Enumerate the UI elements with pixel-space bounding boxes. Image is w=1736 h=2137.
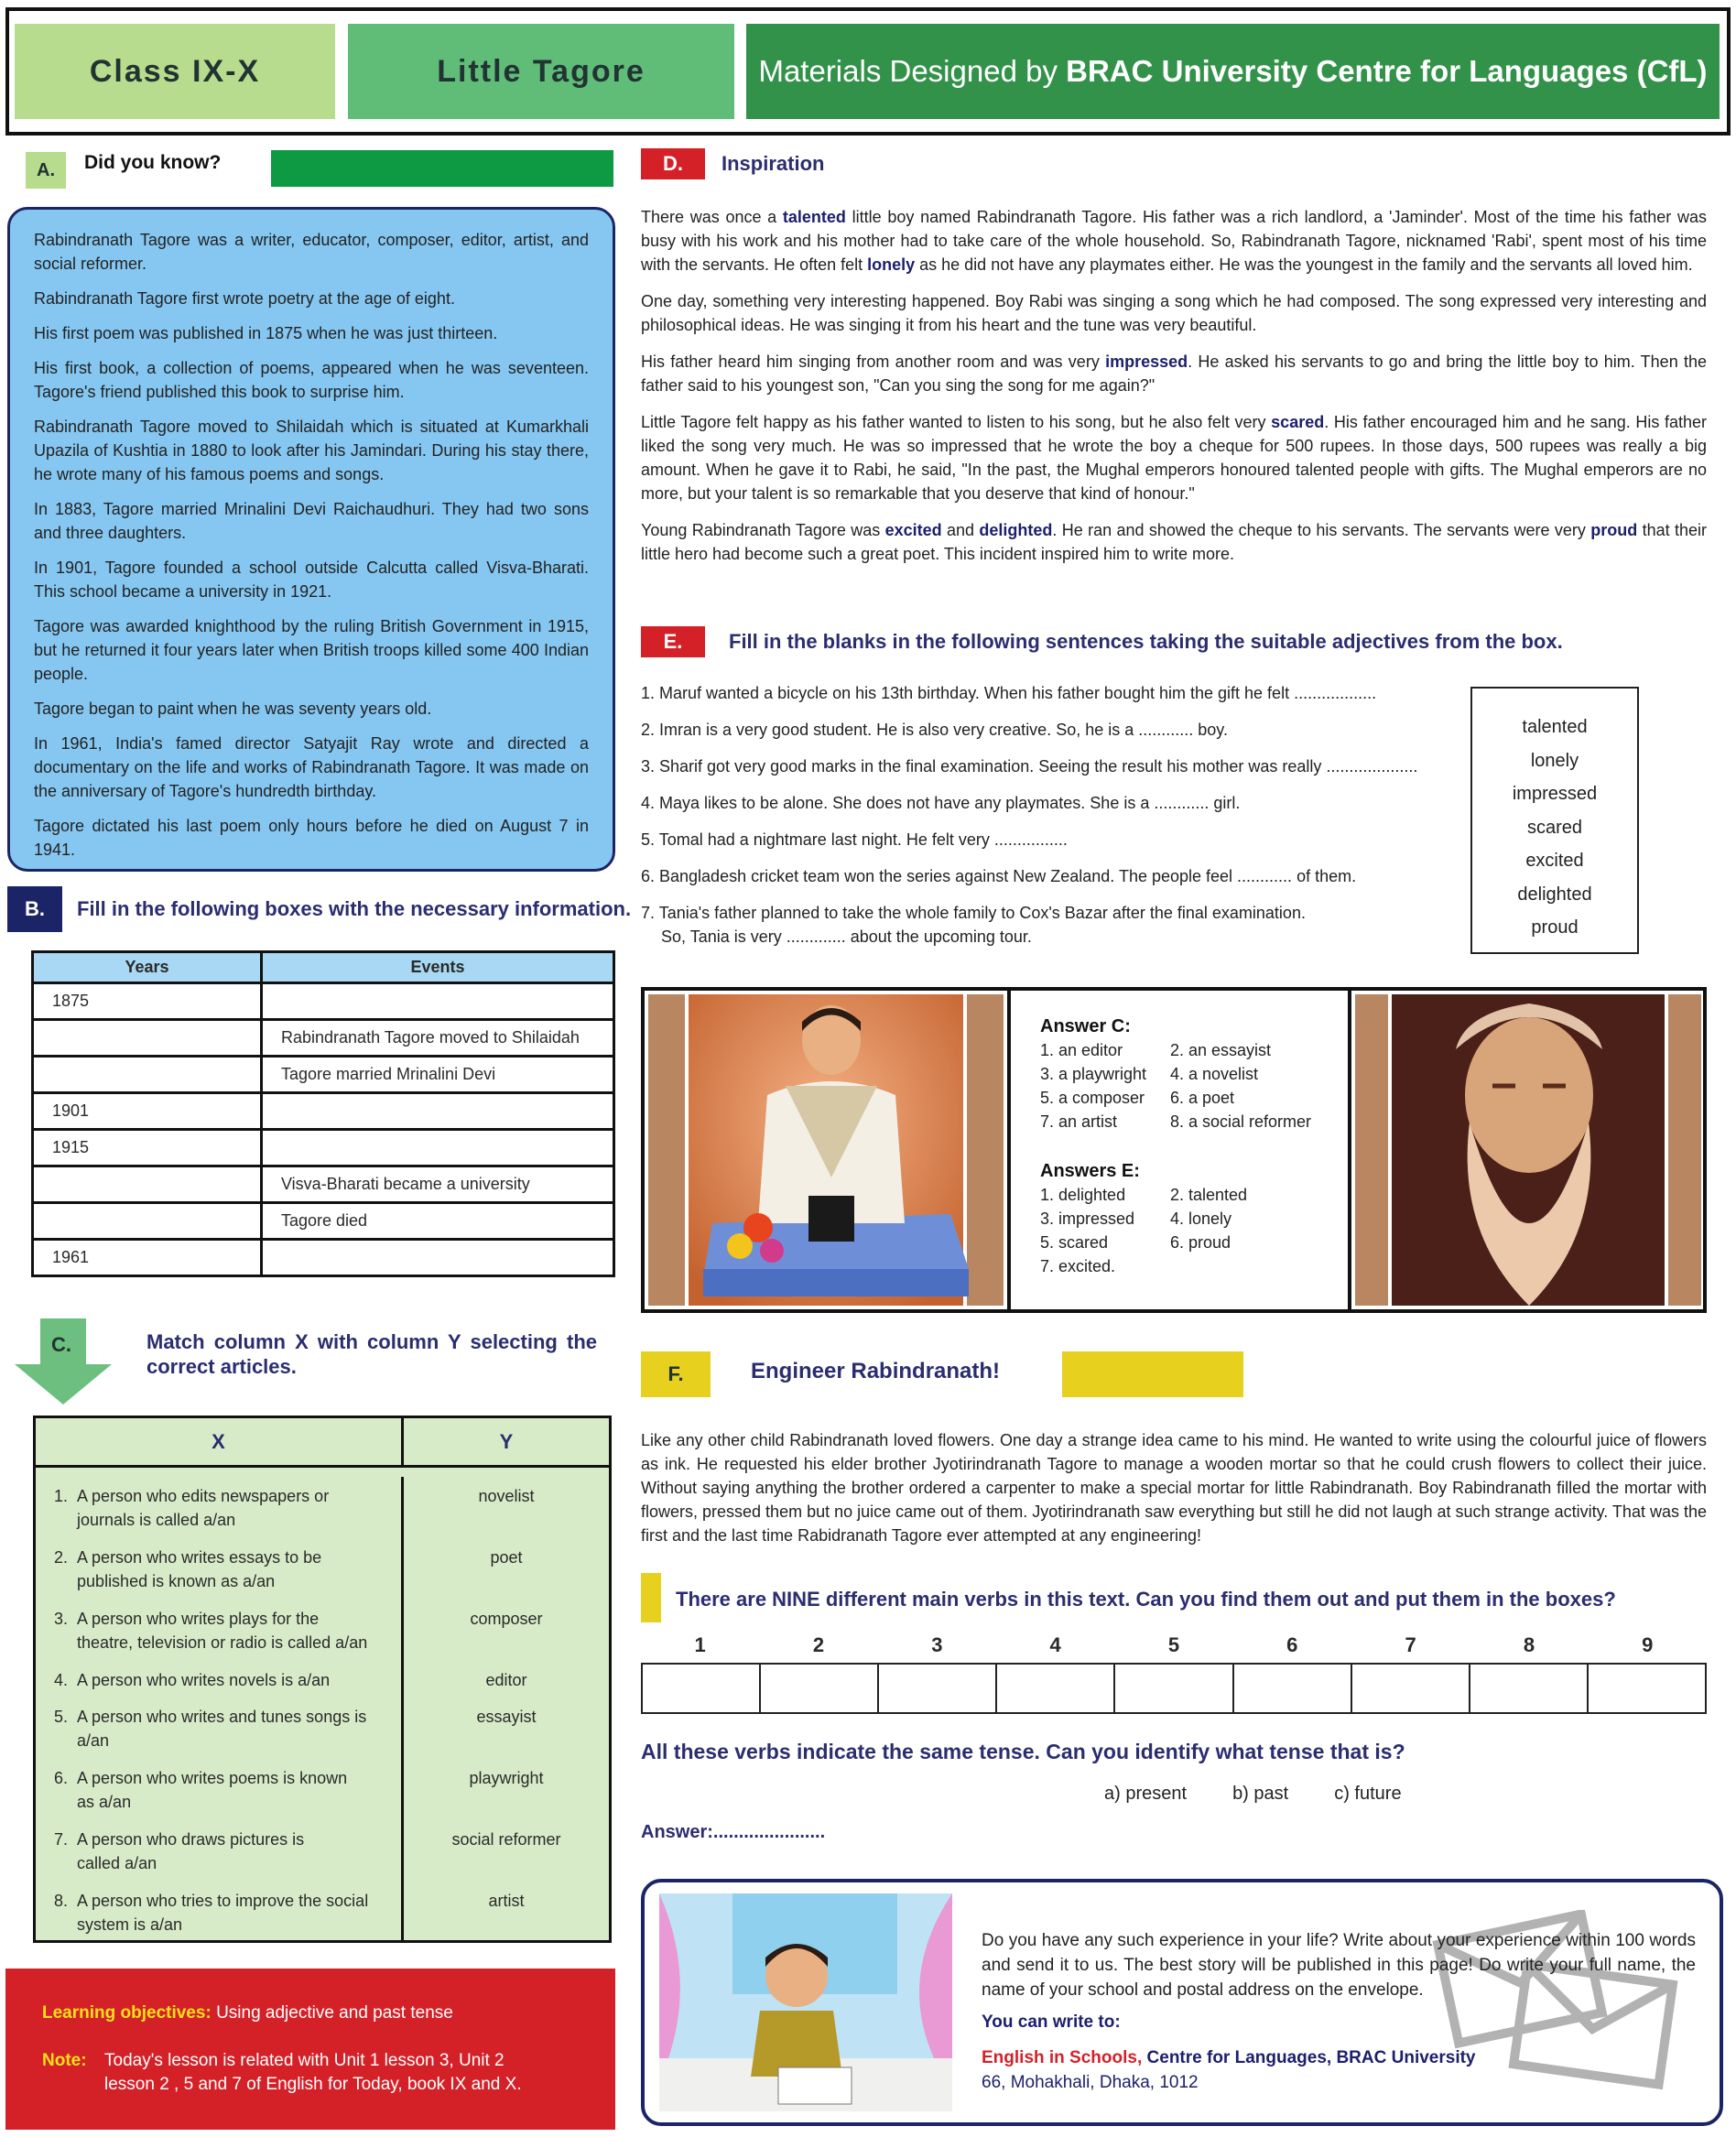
col-events: Events	[262, 952, 614, 983]
answer-item: 6. a poet	[1170, 1089, 1235, 1107]
event-cell[interactable]	[262, 1240, 614, 1276]
row-num: 7.	[54, 1830, 69, 1849]
note-line: lesson 2 , 5 and 7 of English for Today, book IX and X.	[104, 2075, 522, 2094]
answer-line: Answer:......................	[641, 1822, 826, 1842]
fact: In 1883, Tagore married Mrinalini Devi Raichaudhuri. They had two sons and three daughters.	[34, 500, 589, 542]
verb-number: 1	[694, 1633, 706, 1656]
event-cell[interactable]	[262, 1130, 614, 1166]
row-num: 8.	[54, 1892, 69, 1910]
section-e-label: E.	[641, 626, 705, 657]
verb-number: 2	[812, 1633, 825, 1656]
table-row	[36, 1882, 609, 1943]
verb-box[interactable]	[1589, 1665, 1705, 1712]
answer-item: 1. delighted	[1040, 1186, 1126, 1204]
verb-number: 4	[1049, 1633, 1061, 1656]
y-text: poet	[490, 1548, 523, 1567]
sentence: 7. Tania's father planned to take the whole family to Cox's Bazar after the final examination. So, Tania is very ............. about the upcoming tour.	[641, 904, 1306, 946]
paragraph: Young Rabindranath Tagore was excited and delighted. He ran and showed the cheque to his servants. The servants were very proud that their little hero had become such a great poet. This incident inspired him to write more.	[641, 521, 1708, 563]
story-text: Do you have any such experience in your life? Write about your experience within 100 words and send it to us. The best story will be published in this page! Do write your full name, the name of your school and postal address on the envelope.	[982, 1931, 1696, 2000]
word: impressed	[1512, 784, 1598, 804]
question-marker	[641, 1573, 661, 1622]
answer-e-title: Answers E:	[1040, 1161, 1140, 1181]
fact: His first book, a collection of poems, appeared when he was seventeen. Tagore's friend published this book to surprise him.	[34, 359, 589, 401]
answer-item: 4. a novelist	[1170, 1065, 1259, 1083]
verb-box[interactable]	[1115, 1665, 1233, 1712]
y-text: essayist	[476, 1708, 537, 1726]
event-cell[interactable]: Tagore died	[262, 1203, 614, 1240]
section-c-title: Match column X with column Y selecting the correct articles.	[146, 1330, 597, 1378]
verb-box[interactable]	[879, 1665, 997, 1712]
answer-item: 2. an essayist	[1170, 1041, 1272, 1059]
year-cell[interactable]: 1915	[33, 1130, 262, 1166]
y-text: artist	[488, 1892, 525, 1910]
section-a-title: Did you know?	[84, 152, 222, 173]
sentence: 1. Maruf wanted a bicycle on his 13th birthday. When his father bought him the gift he felt ..................	[641, 684, 1377, 702]
row-num: 6.	[54, 1769, 69, 1787]
table-row	[36, 1759, 609, 1820]
boy-mortar-illustration	[648, 994, 1004, 1306]
fact: Rabindranath Tagore was a writer, educator, composer, editor, artist, and social reformer.	[34, 231, 589, 273]
x-text: A person who tries to improve the social system is a/an	[77, 1892, 369, 1934]
answer-item: 4. lonely	[1170, 1210, 1232, 1228]
verb-box[interactable]	[1234, 1665, 1352, 1712]
row-num: 5.	[54, 1708, 69, 1726]
fact: His first poem was published in 1875 when he was just thirteen.	[34, 324, 498, 342]
table-row	[33, 1057, 614, 1093]
engineer-text: Like any other child Rabindranath loved flowers. One day a strange idea came to his mind. He wanted to write using the colourful juice of flowers as ink. He requested his elder brother Jyotirindranath Tagore to manage a wooden mortar so that he could crush flowers to collect their juice. Without saying anything the brother ordered a carpenter to make a special mortar for little Rabindranath. Boy Rabindranath filled the mortar with flowers, pressed them but no juice came out of them. Jyotirindranath saw everything but still he did not laugh at such strange activity. That was the first and the last time Rabidranath Tagore ever attempted at any engineering!	[641, 1431, 1707, 1545]
note-text	[104, 2049, 579, 2097]
year-cell[interactable]	[33, 1020, 262, 1057]
section-f-title: Engineer Rabindranath!	[751, 1359, 1001, 1383]
row-num: 3.	[54, 1610, 69, 1628]
answer-c-title: Answer C:	[1040, 1016, 1131, 1036]
section-f-bar	[1062, 1351, 1243, 1397]
y-text: playwright	[469, 1769, 544, 1787]
answer-item: 2. talented	[1170, 1186, 1248, 1204]
down-arrow-icon	[13, 1318, 114, 1406]
inspiration-text	[641, 205, 1707, 566]
verb-number: 7	[1405, 1633, 1416, 1656]
verb-box[interactable]	[1352, 1665, 1470, 1712]
section-a-bar	[271, 150, 613, 187]
match-table	[33, 1416, 612, 1943]
x-text: A person who writes and tunes songs is a/an	[77, 1708, 367, 1750]
fact: Tagore was awarded knighthood by the ruling British Government in 1915, but he returned it four years later when British troops killed some 400 Indian people.	[34, 617, 589, 683]
word: talented	[1522, 717, 1588, 737]
verbs-question: There are NINE different main verbs in this text. Can you find them out and put them in the boxes?	[676, 1588, 1616, 1611]
x-text: A person who edits newspapers or journals is called a/an	[77, 1487, 330, 1529]
x-text: A person who writes novels is a/an	[77, 1671, 331, 1689]
col-x: X	[36, 1418, 404, 1465]
verb-number: 6	[1286, 1633, 1298, 1656]
address-line-1: English in Schools, Centre for Languages, BRAC University	[982, 2048, 1476, 2067]
answer-item: 5. scared	[1040, 1233, 1109, 1252]
answer-item: 6. proud	[1170, 1233, 1231, 1252]
timeline-table	[31, 950, 615, 1277]
table-row	[36, 1698, 609, 1759]
row-num: 4.	[54, 1671, 69, 1689]
word: proud	[1531, 917, 1579, 938]
lesson-title: Little Tagore	[348, 24, 734, 119]
section-b-title: Fill in the following boxes with the necessary information.	[77, 897, 632, 920]
sentence: 4. Maya likes to be alone. She does not have any playmates. She is a ............ girl.	[641, 794, 1241, 812]
tense-option[interactable]: a) present	[1104, 1784, 1188, 1804]
verb-numbers	[641, 1633, 1707, 1657]
table-row	[36, 1538, 609, 1600]
event-cell[interactable]	[262, 983, 614, 1020]
y-text: composer	[470, 1610, 543, 1628]
y-text: novelist	[478, 1487, 535, 1505]
word: lonely	[1530, 750, 1579, 771]
section-a-label: A.	[26, 152, 66, 189]
boy-writing-illustration	[659, 1893, 952, 2111]
year-cell[interactable]	[33, 1203, 262, 1240]
fact: Tagore began to paint when he was seventy years old.	[34, 700, 432, 718]
table-row	[36, 1477, 609, 1538]
year-cell[interactable]: 1875	[33, 983, 262, 1020]
table-row	[33, 1203, 614, 1240]
note-line: Today's lesson is related with Unit 1 lesson 3, Unit 2	[104, 2051, 505, 2070]
fact: Rabindranath Tagore moved to Shilaidah which is situated at Kumarkhali Upazila of Kushtia in 1880 to look after his Jamindari. During his stay there, he wrote many of his famous poems and songs.	[34, 418, 589, 483]
sentence: 6. Bangladesh cricket team won the series against New Zealand. The people feel ............ of them.	[641, 867, 1357, 885]
year-cell[interactable]	[33, 1166, 262, 1203]
event-cell[interactable]	[262, 1093, 614, 1130]
section-c-label: C.	[51, 1333, 71, 1356]
table-row	[33, 983, 614, 1020]
row-num: 1.	[54, 1487, 69, 1505]
paragraph: There was once a talented little boy named Rabindranath Tagore. His father was a rich landlord, a 'Jaminder'. Most of the time his father was busy with his work and his mother had to take care of the whole household. So, Rabindranath Tagore, nicknamed 'Rabi', spent most of his time with the servants. He often felt lonely as he did not have any playmates either. He was the youngest in the family and the servants all loved him.	[641, 208, 1707, 274]
sentence-list	[641, 681, 1447, 961]
table-row	[33, 1166, 614, 1203]
write-to-label: You can write to:	[982, 2012, 1121, 2032]
sentence: 5. Tomal had a nightmare last night. He felt very ................	[641, 830, 1068, 849]
event-cell[interactable]: Tagore married Mrinalini Devi	[262, 1057, 614, 1093]
note-label: Note:	[42, 2051, 87, 2070]
address-line-2: 66, Mohakhali, Dhaka, 1012	[982, 2073, 1199, 2092]
table-row	[36, 1661, 609, 1698]
paragraph: Little Tagore felt happy as his father wanted to listen to his song, but he also felt very scared. His father encouraged him and he sang. His father liked the song very much. He was so impressed that he wrote the boy a cheque for 500 rupees. In those days, 500 rupees was really a big amount. When he gave it to Rabi, he said, "In the past, the Mughal emperors honoured talented people with gifts. The Mughal emperors are no more, but your talent is so remarkable that you deserve that kind of honour."	[641, 413, 1707, 503]
answer-item: 7. an artist	[1040, 1112, 1118, 1131]
tense-options	[1104, 1784, 1402, 1805]
table-row	[33, 1093, 614, 1130]
paragraph: His father heard him singing from another room and was very impressed. He asked his servants to go and bring the little boy to him. Then the father said to his youngest son, "Can you sing the song for me again?"	[641, 353, 1707, 395]
verb-number: 8	[1523, 1633, 1535, 1656]
story-invite	[982, 1928, 1696, 2095]
col-years: Years	[33, 952, 262, 983]
answers-text	[1040, 1014, 1317, 1278]
answer-item: 1. an editor	[1040, 1041, 1123, 1059]
did-you-know-box	[7, 207, 615, 872]
section-f-label: F.	[641, 1351, 711, 1397]
answer-item: 3. impressed	[1040, 1210, 1135, 1228]
tagore-portrait	[1355, 994, 1701, 1306]
x-text: A person who writes plays for the theatre, television or radio is called a/an	[77, 1610, 368, 1652]
verb-boxes	[641, 1663, 1707, 1714]
answer-item: 3. a playwright	[1040, 1065, 1147, 1083]
materials-prefix: Materials Designed by	[758, 54, 1058, 88]
word: excited	[1525, 851, 1584, 871]
section-b-label: B.	[7, 886, 62, 932]
paragraph: One day, something very interesting happened. Boy Rabi was singing a song which he had composed. The song expressed very interesting and philosophical ideas. He was singing it from his heart and the tune was very beautiful.	[641, 292, 1707, 334]
y-text: social reformer	[451, 1830, 561, 1849]
verb-number: 5	[1167, 1633, 1180, 1656]
word: delighted	[1517, 884, 1592, 905]
verb-box[interactable]	[1470, 1665, 1589, 1712]
year-cell[interactable]: 1901	[33, 1093, 262, 1130]
table-row	[33, 1020, 614, 1057]
answer-item: 8. a social reformer	[1170, 1112, 1312, 1131]
materials-org: BRAC University Centre for Languages (CfL)	[1066, 54, 1708, 88]
tense-option[interactable]: b) past	[1232, 1784, 1289, 1804]
section-d-title: Inspiration	[722, 152, 825, 175]
table-row	[36, 1820, 609, 1882]
verb-box[interactable]	[643, 1665, 761, 1712]
materials-credit	[746, 24, 1720, 119]
word-box	[1470, 687, 1639, 954]
year-cell[interactable]: 1961	[33, 1240, 262, 1276]
answer-item	[1170, 1254, 1317, 1278]
fact: In 1901, Tagore founded a school outside Calcutta called Visva-Bharati. This school became a university in 1921.	[34, 559, 589, 601]
x-text: A person who writes poems is known as a/an	[77, 1769, 348, 1811]
table-row	[33, 1130, 614, 1166]
fact: Tagore dictated his last poem only hours before he died on August 7 in 1941.	[34, 817, 589, 859]
objectives-box	[5, 1969, 615, 2130]
row-num: 2.	[54, 1548, 69, 1567]
col-y: Y	[499, 1429, 514, 1453]
year-cell[interactable]	[33, 1057, 262, 1093]
x-text: A person who writes essays to be published is known as a/an	[77, 1548, 322, 1590]
answer-item: 7. excited.	[1040, 1257, 1116, 1275]
lo-label: Learning objectives:	[42, 2003, 212, 2023]
x-text: A person who draws pictures is called a/an	[77, 1830, 305, 1872]
tense-option[interactable]: c) future	[1334, 1784, 1402, 1804]
answer-item: 5. a composer	[1040, 1089, 1145, 1107]
sentence: 2. Imran is a very good student. He is also very creative. So, he is a ............ boy.	[641, 721, 1228, 739]
y-text: editor	[485, 1671, 527, 1689]
word: scared	[1526, 817, 1583, 838]
class-label: Class IX-X	[15, 24, 335, 119]
table-row	[36, 1600, 609, 1661]
table-row	[33, 1240, 614, 1276]
verb-box[interactable]	[761, 1665, 879, 1712]
verb-number: 9	[1642, 1633, 1654, 1656]
fact: In 1961, India's famed director Satyajit Ray wrote and directed a documentary on the life and works of Rabindranath Tagore. It was made on the anniversary of Tagore's hundredth birthday.	[34, 734, 589, 800]
event-cell[interactable]: Rabindranath Tagore moved to Shilaidah	[262, 1020, 614, 1057]
fact: Rabindranath Tagore first wrote poetry at the age of eight.	[34, 289, 455, 308]
section-e-title: Fill in the blanks in the following sentences taking the suitable adjectives from the box.	[729, 630, 1563, 653]
section-d-label: D.	[641, 148, 705, 179]
verb-box[interactable]	[997, 1665, 1115, 1712]
tense-question: All these verbs indicate the same tense. Can you identify what tense that is?	[641, 1740, 1405, 1763]
event-cell[interactable]: Visva-Bharati became a university	[262, 1166, 614, 1203]
verb-number: 3	[931, 1633, 943, 1656]
lo-text: Using adjective and past tense	[216, 2003, 453, 2023]
sentence: 3. Sharif got very good marks in the final examination. Seeing the result his mother was really ....................	[641, 757, 1418, 776]
